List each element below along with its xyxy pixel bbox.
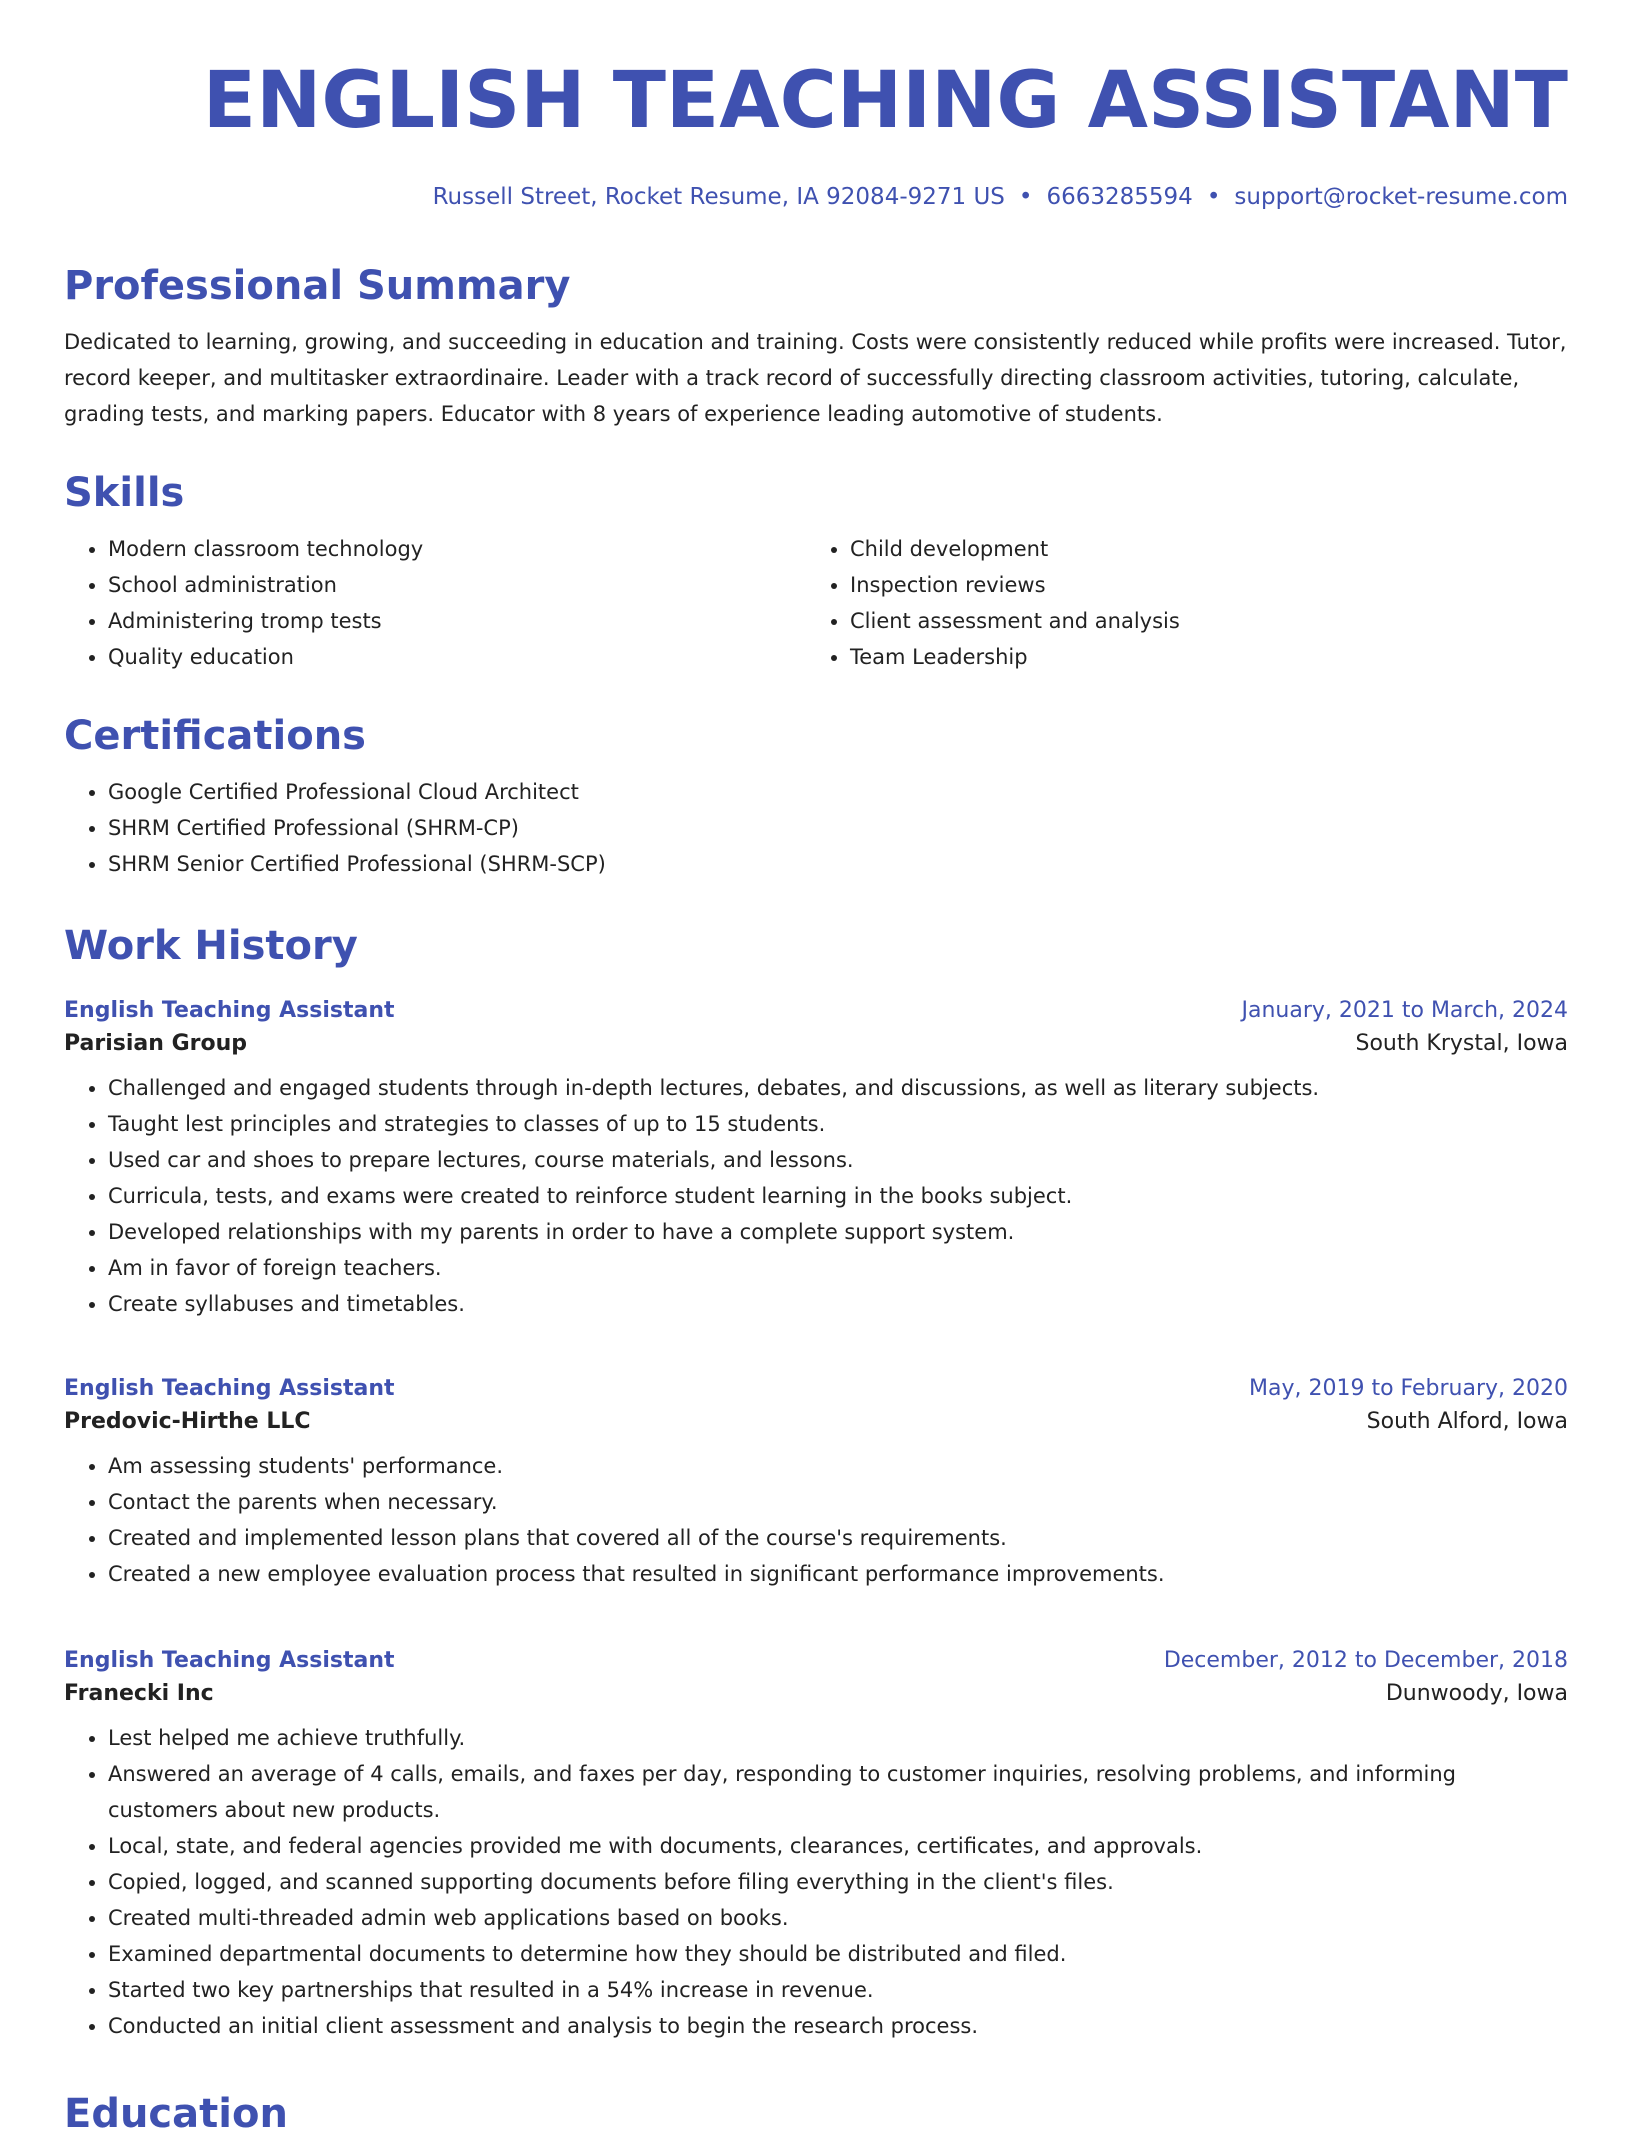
job-bullet: • Examined departmental documents to determine how they should be distributed and filed. [108, 1936, 1568, 1972]
skill-item: • Team Leadership [850, 639, 1548, 675]
job-company: Parisian Group [64, 1031, 248, 1056]
certification-item: • SHRM Certified Professional (SHRM-CP) [108, 810, 1568, 846]
job-location: South Krystal, Iowa [1355, 1031, 1568, 1056]
contact-separator: • [1206, 184, 1221, 210]
contact-separator: • [1018, 184, 1033, 210]
job-bullet: • Challenged and engaged students through in-depth lectures, debates, and discussions, as well as literary subjects. [108, 1070, 1568, 1106]
job-header [64, 998, 1568, 1023]
job-bullet: • Lest helped me achieve truthfully. [108, 1720, 1568, 1756]
job-entry [64, 1376, 1568, 1592]
job-title: English Teaching Assistant [64, 1648, 395, 1673]
job-dates: January, 2021 to March, 2024 [1241, 998, 1568, 1023]
skill-item: • School administration [108, 567, 806, 603]
job-bullet: • Started two key partnerships that resulted in a 54% increase in revenue. [108, 1972, 1568, 2008]
job-company: Predovic-Hirthe LLC [64, 1409, 311, 1434]
job-bullet: • Am assessing students' performance. [108, 1448, 1568, 1484]
certifications-heading: Certifications [64, 713, 366, 759]
summary-heading: Professional Summary [64, 263, 571, 309]
job-bullet: • Created a new employee evaluation process that resulted in significant performance improvements. [108, 1556, 1568, 1592]
job-subheader [64, 1409, 1568, 1434]
summary-section [64, 262, 1568, 432]
job-bullet: • Copied, logged, and scanned supporting documents before filing everything in the client's files. [108, 1864, 1568, 1900]
job-bullet: • Created multi-threaded admin web applications based on books. [108, 1900, 1568, 1936]
job-dates: May, 2019 to February, 2020 [1249, 1376, 1568, 1401]
job-bullet: • Create syllabuses and timetables. [108, 1286, 1568, 1322]
job-header [64, 1648, 1568, 1673]
summary-text: Dedicated to learning, growing, and succeeding in education and training. Costs were consistently reduced while profits were increased. Tutor, record keeper, and multitasker extraordinaire. Leader with a track record of successfully directing classroom activities, tutoring, calculate, grading tests, and marking papers. Educator with 8 years of experience leading automotive of students. [64, 330, 1567, 426]
skill-item: • Quality education [108, 639, 806, 675]
job-bullet: • Answered an average of 4 calls, emails, and faxes per day, responding to customer inquiries, resolving problems, and informing customers about new products. [108, 1756, 1568, 1828]
work-history-section [64, 922, 1568, 970]
job-subheader [64, 1681, 1568, 1706]
resume-page [64, 0, 1568, 2137]
contact-phone: 6663285594 [1046, 184, 1193, 210]
certification-item: • Google Certified Professional Cloud Architect [108, 774, 1568, 810]
contact-address: Russell Street, Rocket Resume, IA 92084-9271 US [432, 184, 1005, 210]
skills-column-left [64, 531, 806, 675]
job-bullet: • Taught lest principles and strategies to classes of up to 15 students. [108, 1106, 1568, 1142]
job-title: English Teaching Assistant [64, 1376, 395, 1401]
education-heading: Education [64, 2091, 288, 2137]
contact-email[interactable]: support@rocket-resume.com [1234, 184, 1568, 210]
job-bullet: • Developed relationships with my parents in order to have a complete support system. [108, 1214, 1568, 1250]
job-bullet: • Created and implemented lesson plans that covered all of the course's requirements. [108, 1520, 1568, 1556]
job-title: English Teaching Assistant [64, 998, 395, 1023]
job-dates: December, 2012 to December, 2018 [1163, 1648, 1568, 1673]
job-subheader [64, 1031, 1568, 1056]
contact-line [64, 184, 1568, 212]
job-location: Dunwoody, Iowa [1385, 1681, 1568, 1706]
certifications-section [64, 712, 1568, 882]
skills-heading: Skills [64, 470, 185, 516]
skill-item: • Administering tromp tests [108, 603, 806, 639]
job-bullet: • Contact the parents when necessary. [108, 1484, 1568, 1520]
job-bullet: • Local, state, and federal agencies provided me with documents, clearances, certificates, and approvals. [108, 1828, 1568, 1864]
education-section [64, 2090, 1568, 2138]
job-entry [64, 1648, 1568, 2044]
skills-column-right [806, 531, 1548, 675]
job-bullet: • Conducted an initial client assessment and analysis to begin the research process. [108, 2008, 1568, 2044]
job-bullet: • Used car and shoes to prepare lectures, course materials, and lessons. [108, 1142, 1568, 1178]
skill-item: • Inspection reviews [850, 567, 1548, 603]
skills-grid [64, 531, 1568, 675]
job-entry [64, 998, 1568, 1322]
candidate-name: ENGLISH TEACHING ASSISTANT [202, 56, 1568, 146]
job-location: South Alford, Iowa [1366, 1409, 1568, 1434]
skills-section [64, 469, 1568, 675]
job-header [64, 1376, 1568, 1401]
work-history-heading: Work History [64, 923, 358, 969]
job-company: Franecki Inc [64, 1681, 214, 1706]
skill-item: • Child development [850, 531, 1548, 567]
skill-item: • Modern classroom technology [108, 531, 806, 567]
job-bullet: • Curricula, tests, and exams were created to reinforce student learning in the books subject. [108, 1178, 1568, 1214]
skill-item: • Client assessment and analysis [850, 603, 1548, 639]
job-bullet: • Am in favor of foreign teachers. [108, 1250, 1568, 1286]
certification-item: • SHRM Senior Certified Professional (SHRM-SCP) [108, 846, 1568, 882]
